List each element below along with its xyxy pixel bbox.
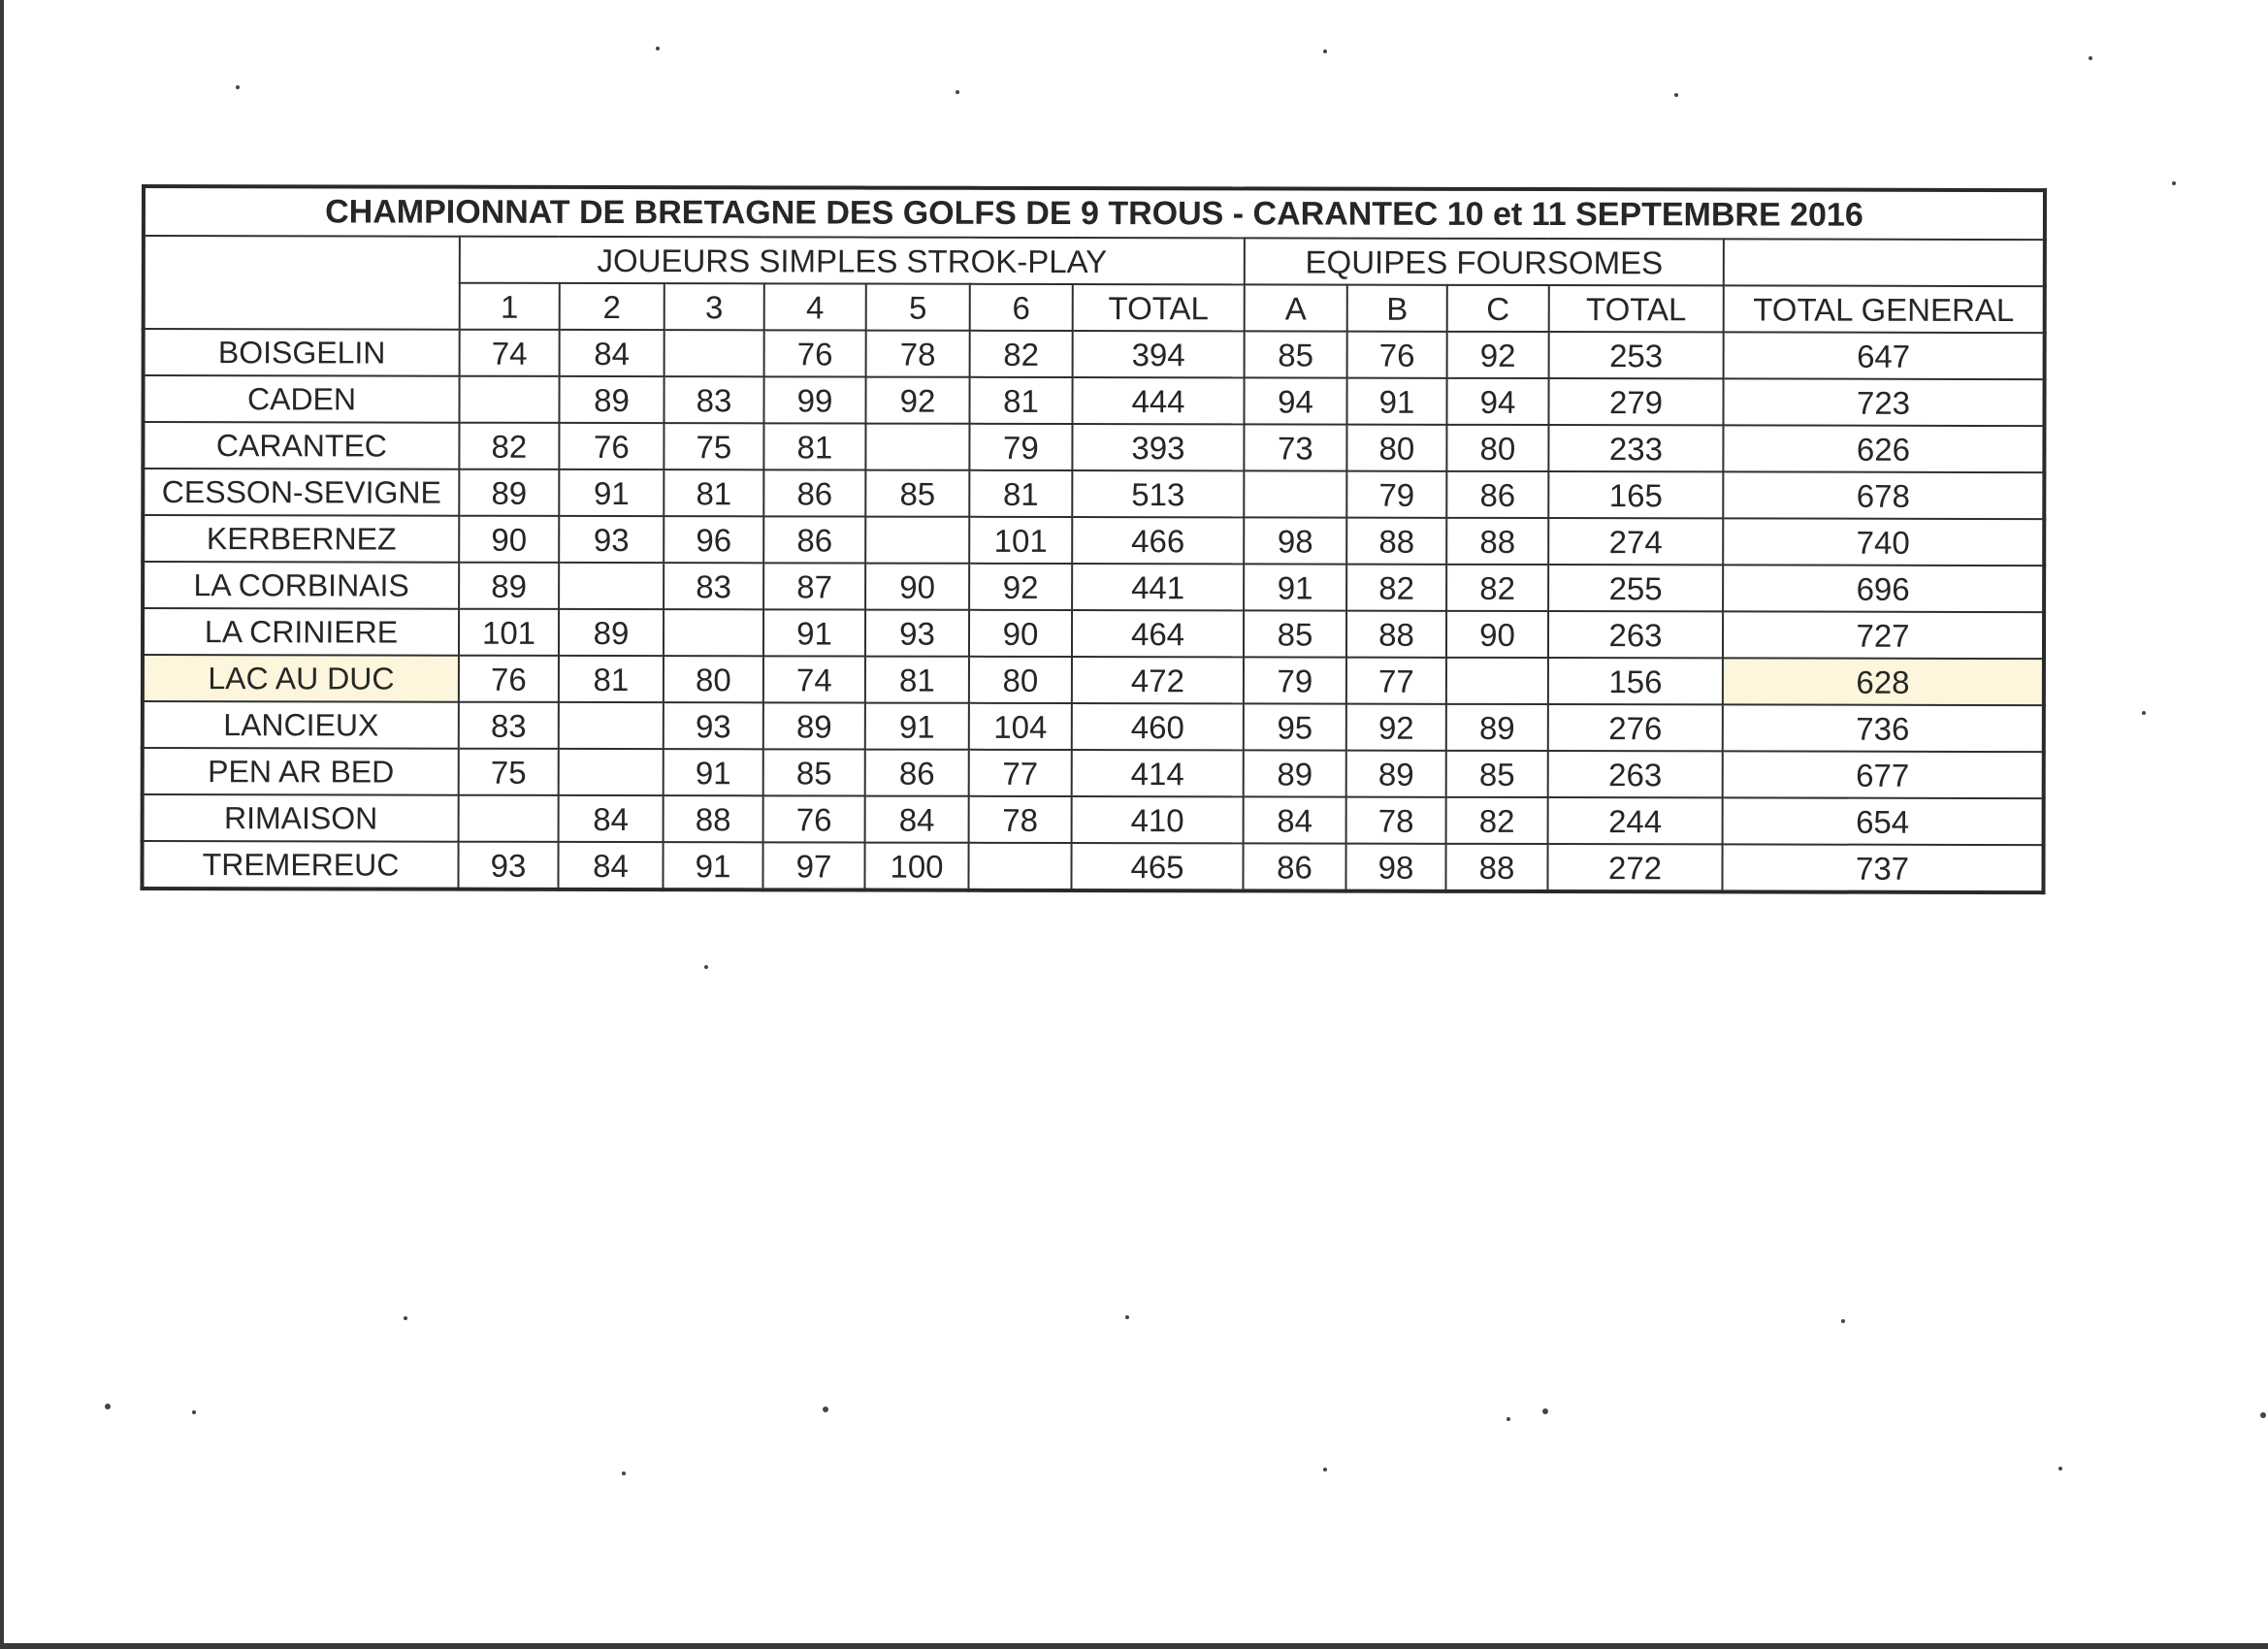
- team-score: 89: [1244, 750, 1346, 796]
- club-name: CARANTEC: [143, 422, 459, 469]
- table-row: [143, 562, 2044, 612]
- singles-total: 414: [1072, 750, 1244, 796]
- singles-score: 82: [970, 331, 1073, 377]
- singles-total: 472: [1072, 657, 1244, 703]
- scan-speck: [823, 1406, 828, 1412]
- scan-left-edge: [0, 0, 4, 1649]
- team-score: 82: [1446, 797, 1548, 844]
- table-row: [143, 515, 2044, 566]
- scan-speck: [404, 1316, 407, 1320]
- singles-score: 83: [664, 563, 763, 609]
- club-name: PEN AR BED: [143, 748, 459, 795]
- team-score: 86: [1243, 843, 1345, 890]
- table-row: [143, 375, 2044, 426]
- singles-score: 90: [865, 564, 969, 610]
- scan-speck: [2089, 56, 2092, 60]
- scan-speck: [956, 90, 959, 94]
- column-header: 4: [764, 283, 866, 330]
- team-score: 95: [1244, 703, 1346, 750]
- scan-speck: [656, 47, 660, 50]
- singles-score: 78: [866, 331, 970, 377]
- team-score: 82: [1446, 565, 1548, 611]
- results-body: [142, 329, 2044, 892]
- singles-score: 86: [763, 469, 865, 516]
- teams-total: 263: [1548, 611, 1723, 658]
- singles-score: 93: [458, 842, 558, 889]
- general-total: 696: [1723, 565, 2044, 612]
- singles-group-header: JOUEURS SIMPLES STROK-PLAY: [460, 237, 1245, 285]
- singles-total: 465: [1071, 843, 1243, 890]
- team-score: 88: [1445, 844, 1547, 891]
- singles-score: 91: [664, 749, 763, 795]
- singles-score: 76: [764, 330, 866, 376]
- team-score: [1446, 658, 1548, 704]
- team-score: 90: [1446, 611, 1548, 658]
- scan-speck: [2172, 181, 2176, 185]
- singles-score: 83: [664, 376, 763, 423]
- group-header-row: [144, 236, 2045, 286]
- singles-total: 460: [1072, 703, 1244, 750]
- singles-score: 74: [460, 330, 560, 376]
- general-total: 654: [1723, 797, 2044, 845]
- team-score: 91: [1244, 564, 1346, 610]
- singles-score: 85: [763, 749, 865, 795]
- singles-score: [559, 702, 664, 749]
- team-score: 79: [1346, 471, 1446, 518]
- singles-score: 74: [763, 656, 865, 702]
- results-table: [140, 184, 2047, 894]
- singles-total: 393: [1072, 424, 1244, 470]
- singles-score: [664, 330, 764, 376]
- teams-total: 263: [1548, 751, 1723, 797]
- team-score: 94: [1244, 377, 1346, 424]
- scan-speck: [1542, 1408, 1548, 1414]
- team-score: 94: [1446, 378, 1548, 425]
- team-score: 85: [1245, 331, 1347, 377]
- singles-score: 82: [459, 423, 559, 469]
- singles-score: 81: [763, 423, 865, 469]
- singles-score: 84: [559, 795, 664, 842]
- table-row: [143, 701, 2044, 752]
- singles-total: 464: [1072, 610, 1244, 657]
- scan-bottom-edge: [0, 1643, 2268, 1649]
- team-score: 88: [1346, 611, 1446, 658]
- table-title: CHAMPIONNAT DE BRETAGNE DES GOLFS DE 9 TROUS - CARANTEC 10 et 11 SEPTEMBRE 2016: [144, 186, 2045, 240]
- singles-score: 76: [459, 656, 559, 702]
- singles-score: 86: [763, 516, 865, 563]
- singles-score: 93: [664, 702, 763, 749]
- team-score: 92: [1447, 332, 1549, 378]
- scan-speck: [1507, 1417, 1510, 1421]
- singles-score: 91: [865, 703, 969, 750]
- singles-score: 89: [459, 469, 559, 516]
- singles-score: 88: [664, 795, 763, 842]
- column-header: 6: [970, 284, 1073, 331]
- scan-speck: [2058, 1467, 2062, 1471]
- team-score: 91: [1346, 378, 1446, 425]
- table-row: [143, 469, 2044, 519]
- singles-score: [865, 424, 969, 470]
- teams-total: 279: [1548, 378, 1723, 425]
- club-name: BOISGELIN: [144, 329, 460, 376]
- general-total: 727: [1723, 611, 2044, 659]
- teams-total: 165: [1548, 471, 1723, 518]
- team-score: [1244, 470, 1346, 517]
- singles-score: 90: [969, 610, 1072, 657]
- teams-total: 233: [1548, 425, 1723, 471]
- column-header: C: [1447, 285, 1549, 332]
- singles-score: 83: [459, 702, 559, 749]
- scan-speck: [105, 1404, 111, 1409]
- team-score: 98: [1345, 844, 1445, 891]
- singles-score: 96: [664, 516, 763, 563]
- club-header-cell: [144, 236, 460, 330]
- general-total: 740: [1723, 518, 2044, 566]
- team-score: 85: [1446, 751, 1548, 797]
- column-header: 2: [560, 283, 664, 330]
- scan-speck: [192, 1410, 196, 1414]
- scan-speck: [622, 1471, 626, 1475]
- singles-score: 89: [559, 376, 664, 423]
- general-total: 647: [1724, 332, 2045, 379]
- singles-score: 81: [559, 656, 664, 702]
- team-score: 88: [1346, 518, 1446, 565]
- general-total: 677: [1723, 751, 2044, 798]
- singles-score: 90: [459, 516, 559, 563]
- general-total: 737: [1722, 844, 2043, 892]
- table-row: [143, 794, 2044, 845]
- singles-score: [459, 376, 559, 423]
- teams-total: 276: [1548, 704, 1723, 751]
- scan-speck: [704, 965, 708, 969]
- club-name: LANCIEUX: [143, 701, 459, 749]
- teams-total: 274: [1548, 518, 1723, 565]
- club-name: LA CORBINAIS: [143, 562, 459, 609]
- singles-total: 410: [1072, 796, 1244, 843]
- singles-score: 101: [459, 609, 559, 656]
- singles-score: 75: [664, 423, 763, 469]
- singles-score: 101: [969, 517, 1072, 564]
- singles-score: [664, 609, 763, 656]
- singles-score: 81: [865, 657, 969, 703]
- general-group-header: [1724, 239, 2045, 286]
- singles-total: 513: [1072, 470, 1244, 517]
- singles-total: 466: [1072, 517, 1244, 564]
- table-row: [143, 655, 2044, 705]
- general-total: 626: [1723, 425, 2044, 472]
- singles-score: [559, 563, 664, 609]
- singles-score: 80: [664, 656, 763, 702]
- singles-score: 87: [763, 563, 865, 609]
- team-score: 78: [1346, 797, 1446, 844]
- title-row: [144, 186, 2045, 240]
- team-score: 76: [1347, 332, 1447, 378]
- singles-score: 81: [664, 469, 763, 516]
- team-score: 73: [1244, 424, 1346, 470]
- singles-score: 93: [865, 610, 969, 657]
- club-name: CADEN: [143, 375, 459, 423]
- singles-score: [559, 749, 664, 795]
- singles-score: 97: [762, 842, 864, 889]
- singles-score: 89: [763, 702, 865, 749]
- singles-score: 81: [969, 470, 1072, 517]
- column-header: TOTAL GENERAL: [1724, 285, 2045, 333]
- singles-score: 92: [865, 377, 969, 424]
- team-score: 79: [1244, 657, 1346, 703]
- teams-total: 244: [1548, 797, 1723, 844]
- teams-total: 255: [1548, 565, 1723, 611]
- scan-speck: [1674, 93, 1678, 97]
- team-score: 80: [1346, 425, 1446, 471]
- singles-score: 104: [969, 703, 1072, 750]
- singles-score: 93: [559, 516, 664, 563]
- singles-score: [459, 795, 559, 842]
- singles-score: 91: [559, 469, 664, 516]
- scan-speck: [2142, 711, 2146, 715]
- teams-total: 156: [1548, 658, 1723, 704]
- club-name: KERBERNEZ: [143, 515, 459, 563]
- singles-score: 76: [559, 423, 664, 469]
- table-row: [143, 748, 2044, 798]
- team-score: 82: [1346, 565, 1446, 611]
- team-score: 89: [1446, 704, 1548, 751]
- table-row: [142, 841, 2043, 892]
- team-score: 77: [1346, 658, 1446, 704]
- singles-score: 79: [969, 424, 1072, 470]
- column-header: TOTAL: [1549, 285, 1724, 332]
- club-name: CESSON-SEVIGNE: [143, 469, 459, 516]
- team-score: 84: [1244, 796, 1346, 843]
- general-total: 736: [1723, 704, 2044, 752]
- team-score: 89: [1346, 751, 1446, 797]
- singles-score: 91: [663, 842, 762, 889]
- club-name: LA CRINIERE: [143, 608, 459, 656]
- club-name: TREMEREUC: [142, 841, 458, 889]
- column-header: TOTAL: [1073, 284, 1245, 331]
- general-total: 678: [1723, 471, 2044, 519]
- column-header: 1: [460, 283, 560, 330]
- singles-total: 444: [1072, 377, 1244, 424]
- singles-score: 100: [864, 843, 968, 890]
- teams-total: 272: [1547, 844, 1722, 891]
- team-score: 86: [1446, 471, 1548, 518]
- table-row: [143, 608, 2044, 659]
- singles-score: 77: [969, 750, 1072, 796]
- scan-speck: [2260, 1412, 2266, 1418]
- table-row: [143, 422, 2044, 472]
- singles-score: 84: [558, 842, 663, 889]
- team-score: 85: [1244, 610, 1346, 657]
- scan-speck: [1841, 1319, 1845, 1323]
- club-name: LAC AU DUC: [143, 655, 459, 702]
- team-score: 80: [1446, 425, 1548, 471]
- column-header: B: [1347, 285, 1447, 332]
- scan-speck: [1125, 1315, 1129, 1319]
- singles-score: 89: [559, 609, 664, 656]
- singles-score: 89: [459, 563, 559, 609]
- singles-score: 99: [763, 376, 865, 423]
- column-header: A: [1245, 284, 1347, 331]
- results-sheet: [140, 184, 2043, 894]
- table-row: [144, 329, 2045, 379]
- singles-score: 91: [763, 609, 865, 656]
- singles-score: [968, 843, 1071, 890]
- teams-group-header: EQUIPES FOURSOMES: [1245, 238, 1724, 285]
- singles-total: 441: [1072, 564, 1244, 610]
- singles-score: 84: [560, 330, 664, 376]
- team-score: 98: [1244, 517, 1346, 564]
- team-score: 92: [1346, 704, 1446, 751]
- singles-score: 76: [763, 795, 865, 842]
- singles-score: [865, 517, 969, 564]
- singles-score: 85: [865, 470, 969, 517]
- general-total: 723: [1723, 378, 2044, 426]
- general-total: 628: [1723, 658, 2044, 705]
- scan-speck: [236, 85, 240, 89]
- column-header: 5: [866, 284, 970, 331]
- singles-score: 78: [969, 796, 1072, 843]
- singles-score: 80: [969, 657, 1072, 703]
- teams-total: 253: [1549, 332, 1724, 378]
- club-name: RIMAISON: [143, 794, 459, 842]
- singles-score: 86: [865, 750, 969, 796]
- column-header: 3: [664, 283, 764, 330]
- singles-score: 92: [969, 564, 1072, 610]
- team-score: 88: [1446, 518, 1548, 565]
- singles-total: 394: [1073, 331, 1245, 377]
- scan-speck: [1323, 1468, 1327, 1471]
- singles-score: 75: [459, 749, 559, 795]
- singles-score: 81: [969, 377, 1072, 424]
- singles-score: 84: [865, 796, 969, 843]
- scan-speck: [1323, 49, 1327, 53]
